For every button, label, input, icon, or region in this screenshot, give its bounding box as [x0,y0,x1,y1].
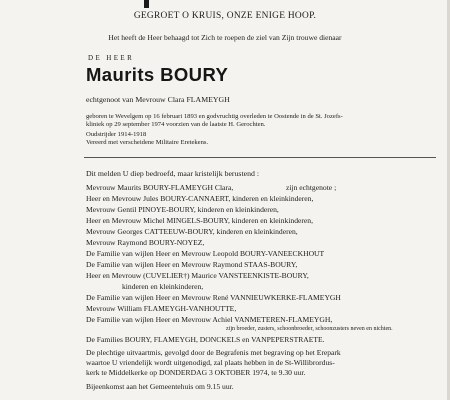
motto: GEGROET O KRUIS, ONZE ENIGE HOOP. [133,11,317,21]
honors [86,131,208,147]
family-row-text: De Families BOURY, FLAMEYGH, DONCKELS en VANPEPERSTRAETE. [86,335,325,344]
family-row [86,204,438,215]
funeral-line: De plechtige uitvaartmis, gevolgd door de Begrafenis met begraving op het Erepark [86,348,341,357]
family-row [86,215,438,226]
reception-notice: Bijeenkomst aan het Gemeentehuis om 9.15 uur. [86,382,234,391]
biography [86,113,426,129]
family-row [86,193,438,204]
family-row [86,281,438,292]
funeral-line: kerk te Middelkerke op DONDERDAG 3 OKTOBER 1974, te 9.30 uur. [86,368,306,377]
family-list [86,182,438,345]
family-row [86,259,438,270]
family-row-text: De Familie van wijlen Heer en Mevrouw Achiel VANMETEREN-FLAMEYGH, [86,315,333,324]
family-row-text: De Familie van wijlen Heer en Mevrouw Raymond STAAS-BOURY, [86,260,298,269]
spouse-line: echtgenoot van Mevrouw Clara FLAMEYGH [86,95,230,104]
family-row [86,325,438,334]
family-row-text: De Familie van wijlen Heer en Mevrouw Leopold BOURY-VANEECKHOUT [86,249,325,258]
deceased-name: Maurits BOURY [86,64,229,85]
family-row [86,314,438,325]
cross-icon [144,0,149,8]
family-row-text: Mevrouw Maurits BOURY-FLAMEYGH Clara, [86,183,234,192]
family-row [86,226,438,237]
family-row [86,303,438,314]
family-row-text: De Familie van wijlen Heer en Mevrouw René VANNIEUWKERKE-FLAMEYGH [86,293,341,302]
family-row-text: Mevrouw William FLAMEYGH-VANHOUTTE, [86,304,237,313]
family-row-text: Heer en Mevrouw (CUVELIER†) Maurice VANSTEENKISTE-BOURY, [86,271,309,280]
honor-line: Oudstrijder 1914-1918 [86,131,147,138]
family-row [86,270,438,281]
family-row [86,248,438,259]
family-row-text: Mevrouw Georges CATTEEUW-BOURY, kinderen en kleinkinderen, [86,227,298,236]
family-row-text: Heer en Mevrouw Jules BOURY-CANNAERT, kinderen en kleinkinderen, [86,194,314,203]
family-row-relation: zijn echtgenote ; [286,183,337,192]
family-row [86,292,438,303]
divider [84,157,436,158]
title-prefix: DE HEER [88,54,135,62]
honor-line: Vereerd met verscheidene Militaire Eretekens. [86,139,209,147]
family-row [86,182,438,193]
funeral-line: waartoe U vriendelijk wordt uitgenodigd, zal plaats hebben in de St-Willibrordus- [86,358,335,367]
family-row [86,334,438,345]
bio-line: geboren te Wevelgem op 16 februari 1893 en godvruchtig overleden te Oostende in de St. Jozefs- [86,113,343,120]
bio-line: kliniek op 29 september 1974 voorzien van de laatste H. Gerochten. [86,121,266,129]
family-row-text: Heer en Mevrouw Michel MINGELS-BOURY, kinderen en kleinkinderen, [86,216,313,225]
announcement: Dit melden U diep bedroefd, maar kristelijk berustend : [86,169,259,178]
intro-line: Het heeft de Heer behaagd tot Zich te roepen de ziel van Zijn trouwe dienaar [108,33,342,42]
family-row-text: Mevrouw Raymond BOURY-NOYEZ, [86,238,205,247]
family-row-text: kinderen en kleinkinderen, [122,282,204,291]
funeral-notice [86,348,438,378]
family-row-text: Mevrouw Gentil PINOYE-BOURY, kinderen en kleinkinderen, [86,205,279,214]
family-row-text: zijn broeder, zusters, schoonbroeder, schoonzusters neven en nichten. [226,326,393,332]
family-row [86,237,438,248]
